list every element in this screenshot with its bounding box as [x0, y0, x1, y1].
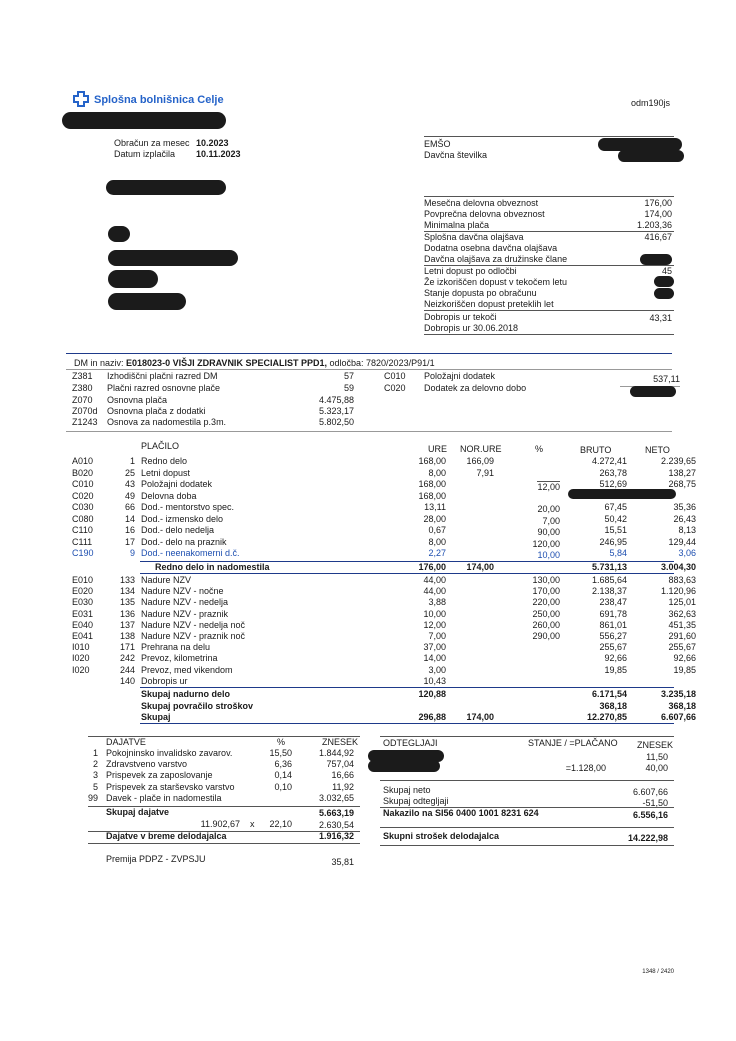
overtime-net: 883,63 — [668, 575, 696, 585]
grade-code: Z380 — [72, 383, 93, 393]
overtime-gross: 92,66 — [604, 653, 627, 664]
deductions-header: ODTEGLJAJI — [383, 738, 438, 748]
redacted-seniority-pay — [568, 489, 676, 499]
overtime-code: E030 — [72, 597, 94, 608]
pay-code: C030 — [72, 502, 94, 512]
pay-hours: 2,27 — [428, 548, 446, 558]
overtime-code: I020 — [72, 664, 90, 675]
pct-header: % — [535, 444, 544, 454]
pay-section-header: PLAČILO — [141, 441, 180, 451]
pay-code: C190 — [72, 548, 94, 558]
overtime-label: Prehrana na delu — [141, 642, 211, 653]
pay-net: 138,27 — [668, 467, 696, 478]
pay-label: Dod.- mentorstvo spec. — [141, 502, 235, 512]
info-label: Splošna davčna olajšava — [424, 232, 524, 242]
dm-decision: 7820/2023/P91/1 — [366, 358, 435, 368]
pay-net: 26,43 — [673, 513, 696, 524]
grade-code: Z070 — [72, 395, 93, 405]
overtime-hours: 3,00 — [428, 664, 446, 675]
total-net: 368,18 — [668, 700, 696, 711]
redacted-address-3 — [108, 250, 238, 266]
pay-number: 25 — [124, 467, 135, 478]
regular-total-norm: 174,00 — [466, 562, 494, 572]
tax-number: 5 — [92, 781, 98, 792]
overtime-hours: 14,00 — [423, 653, 446, 664]
hours-header: URE — [428, 444, 448, 454]
tax-amount: 757,04 — [326, 759, 354, 770]
payment-label: Nakazilo na — [383, 808, 433, 818]
deductions-total-label: Skupaj odtegljaji — [383, 796, 449, 806]
pay-code: C010 — [72, 479, 94, 489]
info-label: Letni dopust po odločbi — [424, 266, 517, 276]
deduction-status-2: =1.128,00 — [565, 763, 606, 773]
tax-amount: 1.844,92 — [318, 748, 354, 758]
deductions-total: -51,50 — [642, 798, 668, 808]
pay-number: 16 — [124, 525, 135, 535]
overtime-number: 244 — [119, 664, 135, 675]
overtime-number: 134 — [119, 586, 135, 597]
pay-number: 49 — [124, 490, 135, 501]
paydate-value: 10.11.2023 — [196, 149, 241, 159]
redacted-address-1 — [106, 180, 226, 195]
pay-hours: 0,67 — [428, 525, 446, 535]
grade-label: Osnovna plača z dodatki — [107, 406, 206, 416]
info-label: Minimalna plača — [424, 220, 490, 230]
hospital-name: Splošna bolnišnica Celje — [94, 94, 224, 106]
payment-line — [383, 808, 539, 819]
info-value: 1.203,36 — [636, 220, 672, 230]
overtime-net: 19,85 — [673, 664, 696, 675]
grade-label: Osnovna plača — [107, 395, 168, 405]
deduction-amount-1: 11,50 — [646, 752, 668, 762]
taxes-calc-result: 2.630,54 — [318, 820, 354, 830]
overtime-label: Nadure NZV - nočne — [141, 586, 224, 597]
total-label: Skupaj — [141, 712, 171, 722]
overtime-number: 137 — [119, 619, 135, 630]
overtime-pct: 250,00 — [532, 608, 560, 619]
allowance-label: Položajni dodatek — [424, 371, 496, 381]
tax-label: Zdravstveno varstvo — [106, 759, 188, 770]
allowance-value: 537,11 — [653, 374, 680, 384]
overtime-hours: 37,00 — [423, 642, 446, 653]
pay-pct: 7,00 — [542, 515, 560, 526]
taxes-amount-header: ZNESEK — [322, 737, 359, 747]
pay-code: C080 — [72, 513, 94, 524]
dm-title: VIŠJI ZDRAVNIK SPECIALIST PPD1, — [172, 358, 327, 368]
pay-hours: 168,00 — [418, 456, 446, 466]
premium-label: Premija PDPZ - ZVPSJU — [106, 854, 206, 864]
overtime-number: 133 — [119, 575, 135, 585]
overtime-code: E040 — [72, 619, 94, 630]
grade-value: 59 — [343, 383, 354, 393]
total-label: Skupaj povračilo stroškov — [141, 700, 254, 711]
info-label: Dobropis ur tekoči — [424, 312, 497, 322]
pay-net: 129,44 — [668, 536, 696, 547]
pay-label: Delovna doba — [141, 490, 197, 501]
redacted-address-2 — [108, 226, 130, 242]
overtime-code: E041 — [72, 631, 94, 641]
tax-label: Prispevek za starševsko varstvo — [106, 781, 235, 792]
grade-value: 5.323,17 — [318, 406, 354, 416]
overtime-label: Prevoz, med vikendom — [141, 664, 233, 675]
taxes-calc-pct: 22,10 — [269, 819, 292, 829]
dm-code: E018023-0 — [126, 358, 171, 368]
grade-value: 57 — [343, 371, 354, 381]
deduction-amount-2: 40,00 — [645, 763, 668, 773]
pay-label: Dod.- delo na praznik — [141, 536, 227, 547]
tax-amount: 16,66 — [331, 770, 354, 781]
regular-total-hours: 176,00 — [418, 562, 446, 572]
overtime-pct: 130,00 — [532, 575, 560, 585]
info-label: Dobropis ur 30.06.2018 — [424, 323, 519, 333]
grade-code: Z381 — [72, 371, 93, 381]
net-total-label: Skupaj neto — [383, 785, 431, 795]
info-value: 43,31 — [649, 313, 672, 323]
overtime-hours: 10,00 — [423, 608, 446, 619]
gross-header: BRUTO — [580, 445, 612, 455]
period-label: Obračun za mesec — [114, 138, 190, 148]
grade-value: 4.475,88 — [318, 395, 354, 405]
info-label: Neizkoriščen dopust preteklih let — [424, 299, 554, 309]
pay-pct: 20,00 — [537, 504, 560, 514]
paydate-label: Datum izplačila — [114, 149, 176, 159]
overtime-number: 138 — [119, 631, 135, 641]
deductions-status-header: STANJE / =PLAČANO — [528, 738, 618, 748]
overtime-number: 140 — [119, 675, 135, 686]
info-value: 174,00 — [644, 209, 672, 219]
grade-code: Z1243 — [72, 417, 98, 427]
pay-gross: 67,45 — [604, 502, 627, 512]
pay-code: A010 — [72, 456, 94, 466]
regular-total-label: Redno delo in nadomestila — [155, 562, 270, 572]
dm-prefix: DM in naziv: — [74, 358, 124, 368]
overtime-number: 136 — [119, 608, 135, 619]
pay-hours: 8,00 — [428, 536, 446, 547]
overtime-net: 92,66 — [673, 653, 696, 664]
overtime-gross: 1.685,64 — [591, 575, 627, 585]
total-label: Skupaj nadurno delo — [141, 689, 231, 699]
tax-number: 1 — [92, 748, 98, 758]
allowance-label: Dodatek za delovno dobo — [424, 383, 527, 393]
overtime-number: 171 — [119, 642, 135, 653]
overtime-code: E010 — [72, 575, 94, 585]
pay-gross: 246,95 — [599, 536, 627, 547]
pay-gross: 50,42 — [604, 513, 627, 524]
info-value: 45 — [661, 266, 672, 276]
total-hours: 296,88 — [418, 712, 446, 722]
taxes-calc-x: x — [250, 819, 255, 829]
pay-number: 1 — [129, 456, 135, 466]
total-gross: 12.270,85 — [586, 712, 627, 722]
redacted-employee-name — [62, 112, 226, 129]
net-header: NETO — [645, 445, 670, 455]
regular-total-gross: 5.731,13 — [591, 562, 627, 572]
info-label: Že izkoriščen dopust v tekočem letu — [424, 277, 568, 287]
dm-decision-label: odločba: — [329, 358, 364, 368]
grade-label: Osnova za nadomestila p.3m. — [107, 417, 227, 427]
overtime-net: 1.120,96 — [660, 586, 696, 597]
allowance-code: C010 — [384, 371, 406, 381]
employer-taxes: 1.916,32 — [318, 831, 354, 841]
payment-account: SI56 0400 1001 8231 624 — [435, 808, 539, 818]
grade-label: Izhodiščni plačni razred DM — [107, 371, 218, 381]
pay-pct: 90,00 — [537, 527, 560, 537]
total-hours: 120,88 — [418, 689, 446, 699]
total-norm: 174,00 — [466, 712, 494, 722]
pay-gross: 15,51 — [604, 525, 627, 535]
taxes-total: 5.663,19 — [318, 808, 354, 818]
overtime-gross: 556,27 — [599, 631, 627, 641]
overtime-code: I010 — [72, 642, 90, 653]
info-label: Davčna olajšava za družinske člane — [424, 254, 568, 264]
info-label: Povprečna delovna obveznost — [424, 209, 545, 219]
pay-number: 66 — [124, 502, 135, 512]
tax-pct: 0,10 — [274, 781, 292, 792]
pay-hours: 168,00 — [418, 479, 446, 489]
redacted-used-leave — [654, 276, 674, 287]
pay-label: Letni dopust — [141, 467, 191, 478]
overtime-net: 362,63 — [668, 608, 696, 619]
overtime-pct: 170,00 — [532, 586, 560, 597]
overtime-hours: 44,00 — [423, 586, 446, 597]
grade-value: 5.802,50 — [318, 417, 354, 427]
info-label: Dodatna osebna davčna olajšava — [424, 243, 558, 253]
tax-number: 3 — [92, 770, 98, 781]
pay-number: 43 — [124, 479, 135, 489]
overtime-hours: 3,88 — [428, 597, 446, 608]
overtime-code: E020 — [72, 586, 94, 597]
pay-code: C020 — [72, 490, 94, 501]
total-net: 3.235,18 — [660, 689, 696, 699]
page-number: 1348 / 2420 — [642, 969, 674, 975]
pay-hours: 168,00 — [418, 490, 446, 501]
hospital-logo-icon — [72, 90, 90, 108]
redacted-seniority-allowance — [630, 386, 676, 397]
redacted-tax-number — [618, 150, 684, 162]
employer-cost: 14.222,98 — [627, 833, 668, 843]
tax-pct: 6,36 — [274, 759, 292, 770]
premium-value: 35,81 — [331, 857, 354, 867]
overtime-gross: 255,67 — [599, 642, 627, 653]
overtime-label: Nadure NZV - nedelja noč — [141, 619, 246, 630]
pay-number: 17 — [124, 536, 135, 547]
redacted-address-4 — [108, 270, 158, 288]
allowance-code: C020 — [384, 383, 406, 393]
grade-label: Plačni razred osnovne plače — [107, 383, 221, 393]
pay-label: Redno delo — [141, 456, 188, 466]
total-gross: 368,18 — [599, 700, 627, 711]
overtime-gross: 238,47 — [599, 597, 627, 608]
tax-label: Pokojninsko invalidsko zavarov. — [106, 748, 233, 758]
overtime-gross: 691,78 — [599, 608, 627, 619]
taxes-header: DAJATVE — [106, 737, 146, 747]
employer-cost-label: Skupni strošek delodajalca — [383, 831, 500, 841]
pay-gross: 4.272,41 — [591, 456, 627, 466]
overtime-label: Nadure NZV — [141, 575, 192, 585]
overtime-pct: 220,00 — [532, 597, 560, 608]
tax-amount: 3.032,65 — [318, 792, 354, 803]
tax-pct: 15,50 — [269, 748, 292, 758]
total-gross: 6.171,54 — [591, 689, 627, 699]
overtime-hours: 12,00 — [423, 619, 446, 630]
pay-net: 3,06 — [678, 548, 696, 558]
pay-pct: 10,00 — [537, 550, 560, 560]
overtime-code: E031 — [72, 608, 94, 619]
overtime-label: Nadure NZV - nedelja — [141, 597, 229, 608]
overtime-pct: 260,00 — [532, 619, 560, 630]
overtime-label: Prevoz, kilometrina — [141, 653, 218, 664]
emso-label: EMŠO — [424, 139, 451, 149]
pay-norm: 166,09 — [466, 456, 494, 466]
pay-net: 268,75 — [668, 479, 696, 489]
pay-hours: 8,00 — [428, 467, 446, 478]
overtime-label: Nadure NZV - praznik noč — [141, 631, 246, 641]
tax-amount: 11,92 — [332, 781, 354, 792]
pay-number: 14 — [124, 513, 135, 524]
overtime-code: I020 — [72, 653, 90, 664]
redacted-address-5 — [108, 293, 186, 310]
pay-label: Dod.- izmensko delo — [141, 513, 224, 524]
overtime-net: 451,35 — [668, 619, 696, 630]
pay-norm: 7,91 — [476, 467, 494, 478]
deductions-amount-header: ZNESEK — [637, 740, 674, 750]
overtime-gross: 19,85 — [604, 664, 627, 675]
pay-pct: 120,00 — [532, 538, 560, 549]
overtime-net: 125,01 — [668, 597, 696, 608]
document-code: odm190js — [630, 98, 670, 108]
overtime-label: Dobropis ur — [141, 675, 188, 686]
pay-net: 2.239,65 — [660, 456, 696, 466]
pay-pct: 12,00 — [537, 482, 560, 492]
pay-label: Dod.- delo nedelja — [141, 525, 215, 535]
pay-net: 35,36 — [673, 502, 696, 512]
norm-header: NOR.URE — [460, 444, 502, 454]
taxes-pct-header: % — [277, 737, 286, 747]
pay-number: 9 — [129, 548, 135, 558]
regular-total-net: 3.004,30 — [660, 562, 696, 572]
tax-label: Davek - plače in nadomestila — [106, 792, 222, 803]
dm-line — [74, 358, 435, 369]
pay-hours: 13,11 — [424, 502, 446, 512]
pay-gross: 512,69 — [599, 479, 627, 489]
redacted-deduction-name-2 — [368, 760, 440, 772]
taxes-total-label: Skupaj dajatve — [106, 807, 170, 817]
period-value: 10.2023 — [196, 138, 229, 148]
pay-hours: 28,00 — [423, 513, 446, 524]
tax-number: 99 — [87, 792, 98, 803]
info-value: 176,00 — [644, 198, 672, 208]
pay-code: C110 — [72, 525, 93, 535]
tax-number: 2 — [92, 759, 98, 770]
payment-amount: 6.556,16 — [632, 810, 668, 820]
pay-code: C111 — [72, 536, 93, 547]
overtime-hours: 10,43 — [423, 675, 446, 686]
redacted-family-relief — [640, 254, 672, 265]
info-value: 416,67 — [644, 232, 672, 242]
pay-label: Dod.- neenakomerni d.č. — [141, 548, 240, 558]
overtime-label: Nadure NZV - praznik — [141, 608, 229, 619]
total-net: 6.607,66 — [660, 712, 696, 722]
overtime-gross: 861,01 — [599, 619, 627, 630]
pay-net: 8,13 — [678, 525, 696, 535]
overtime-hours: 44,00 — [423, 575, 446, 585]
employer-taxes-label: Dajatve v breme delodajalca — [106, 831, 227, 841]
overtime-net: 291,60 — [668, 631, 696, 641]
overtime-number: 242 — [119, 653, 135, 664]
net-total: 6.607,66 — [632, 787, 668, 797]
overtime-gross: 2.138,37 — [591, 586, 627, 597]
overtime-pct: 290,00 — [532, 631, 560, 641]
info-label: Stanje dopusta po obračunu — [424, 288, 537, 298]
pay-gross: 263,78 — [599, 467, 627, 478]
taxes-calc-base: 11.902,67 — [200, 819, 240, 829]
tax-number-label: Davčna številka — [424, 150, 488, 160]
overtime-net: 255,67 — [668, 642, 696, 653]
pay-gross: 5,84 — [609, 548, 627, 558]
tax-pct: 0,14 — [274, 770, 292, 781]
grade-code: Z070d — [72, 406, 98, 416]
pay-label: Položajni dodatek — [141, 479, 213, 489]
pay-code: B020 — [72, 467, 94, 478]
info-label: Mesečna delovna obveznost — [424, 198, 539, 208]
overtime-number: 135 — [119, 597, 135, 608]
tax-label: Prispevek za zaposlovanje — [106, 770, 213, 781]
redacted-leave-balance — [654, 288, 674, 299]
overtime-hours: 7,00 — [428, 631, 446, 641]
